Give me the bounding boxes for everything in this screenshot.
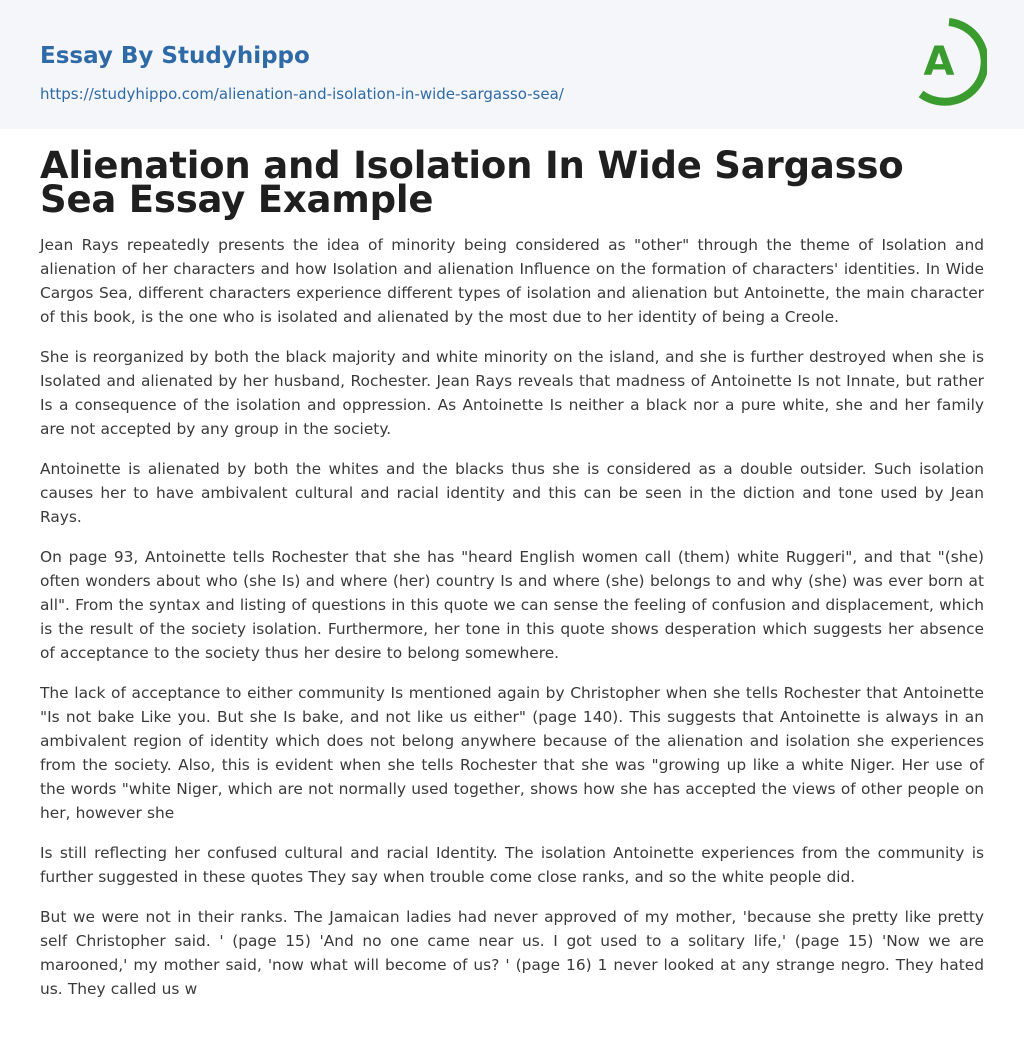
essay-paragraph: But we were not in their ranks. The Jamaican ladies had never approved of my mother, 'because she pretty like pretty self Christopher said. ' (page 15) 'And no one came near us. I got used to a solitary life,' (page 15) 'Now we are marooned,' my mother said, 'now what will become of us? ' (page 16) 1 never looked at any strange negro. They hated us. They called us w bbox=[40, 908, 984, 998]
brand-title[interactable]: Essay By Studyhippo bbox=[40, 43, 310, 69]
essay-paragraph: Antoinette is alienated by both the whites and the blacks thus she is considered as a double outsider. Such isolation causes her to have ambivalent cultural and racial identity and this can be seen in the diction and tone used by Jean Rays. bbox=[40, 460, 984, 526]
essay-paragraph: Is still reflecting her confused cultural and racial Identity. The isolation Antoinette experiences from the community is further suggested in these quotes They say when trouble come close ranks, and so the white people did. bbox=[40, 844, 984, 886]
logo-letter: A bbox=[923, 39, 955, 85]
essay-title: Alienation and Isolation In Wide Sargasso Sea Essay Example bbox=[40, 144, 904, 221]
source-url-link[interactable]: https://studyhippo.com/alienation-and-isolation-in-wide-sargasso-sea/ bbox=[40, 85, 564, 103]
essay-paragraph: Jean Rays repeatedly presents the idea of minority being considered as "other" through the theme of Isolation and alienation of her characters and how Isolation and alienation Influence on the formation of characters' identities. In Wide Cargos Sea, different characters experience different types of isolation and alienation but Antoinette, the main character of this book, is the one who is isolated and alienated by the most due to her identity of being a Creole. bbox=[40, 236, 984, 326]
essay-paragraph: On page 93, Antoinette tells Rochester that she has "heard English women call (them) white Ruggeri", and that "(she) often wonders about who (she Is) and where (her) country Is and where (she) belongs to and why (she) was ever born at all". From the syntax and listing of questions in this quote we can sense the feeling of confusion and displacement, which is the result of the society isolation. Furthermore, her tone in this quote shows desperation which suggests her absence of acceptance to the society thus her desire to belong somewhere. bbox=[40, 548, 984, 662]
essay-body bbox=[40, 233, 984, 1017]
essay-paragraph: She is reorganized by both the black majority and white minority on the island, and she is further destroyed when she is Isolated and alienated by her husband, Rochester. Jean Rays reveals that madness of Antoinette Is not Innate, but rather Is a consequence of the isolation and oppression. As Antoinette Is neither a black nor a pure white, she and her family are not accepted by any group in the society. bbox=[40, 348, 984, 438]
essay-paragraph: The lack of acceptance to either community Is mentioned again by Christopher when she tells Rochester that Antoinette "Is not bake Like you. But she Is bake, and not like us either" (page 140). This suggests that Antoinette is always in an ambivalent region of identity which does not belong anywhere because of the alienation and isolation she experiences from the society. Also, this is evident when she tells Rochester that she was "growing up like a white Niger. Her use of the words "white Niger, which are not normally used together, shows how she has accepted the views of other people on her, however she bbox=[40, 684, 984, 822]
